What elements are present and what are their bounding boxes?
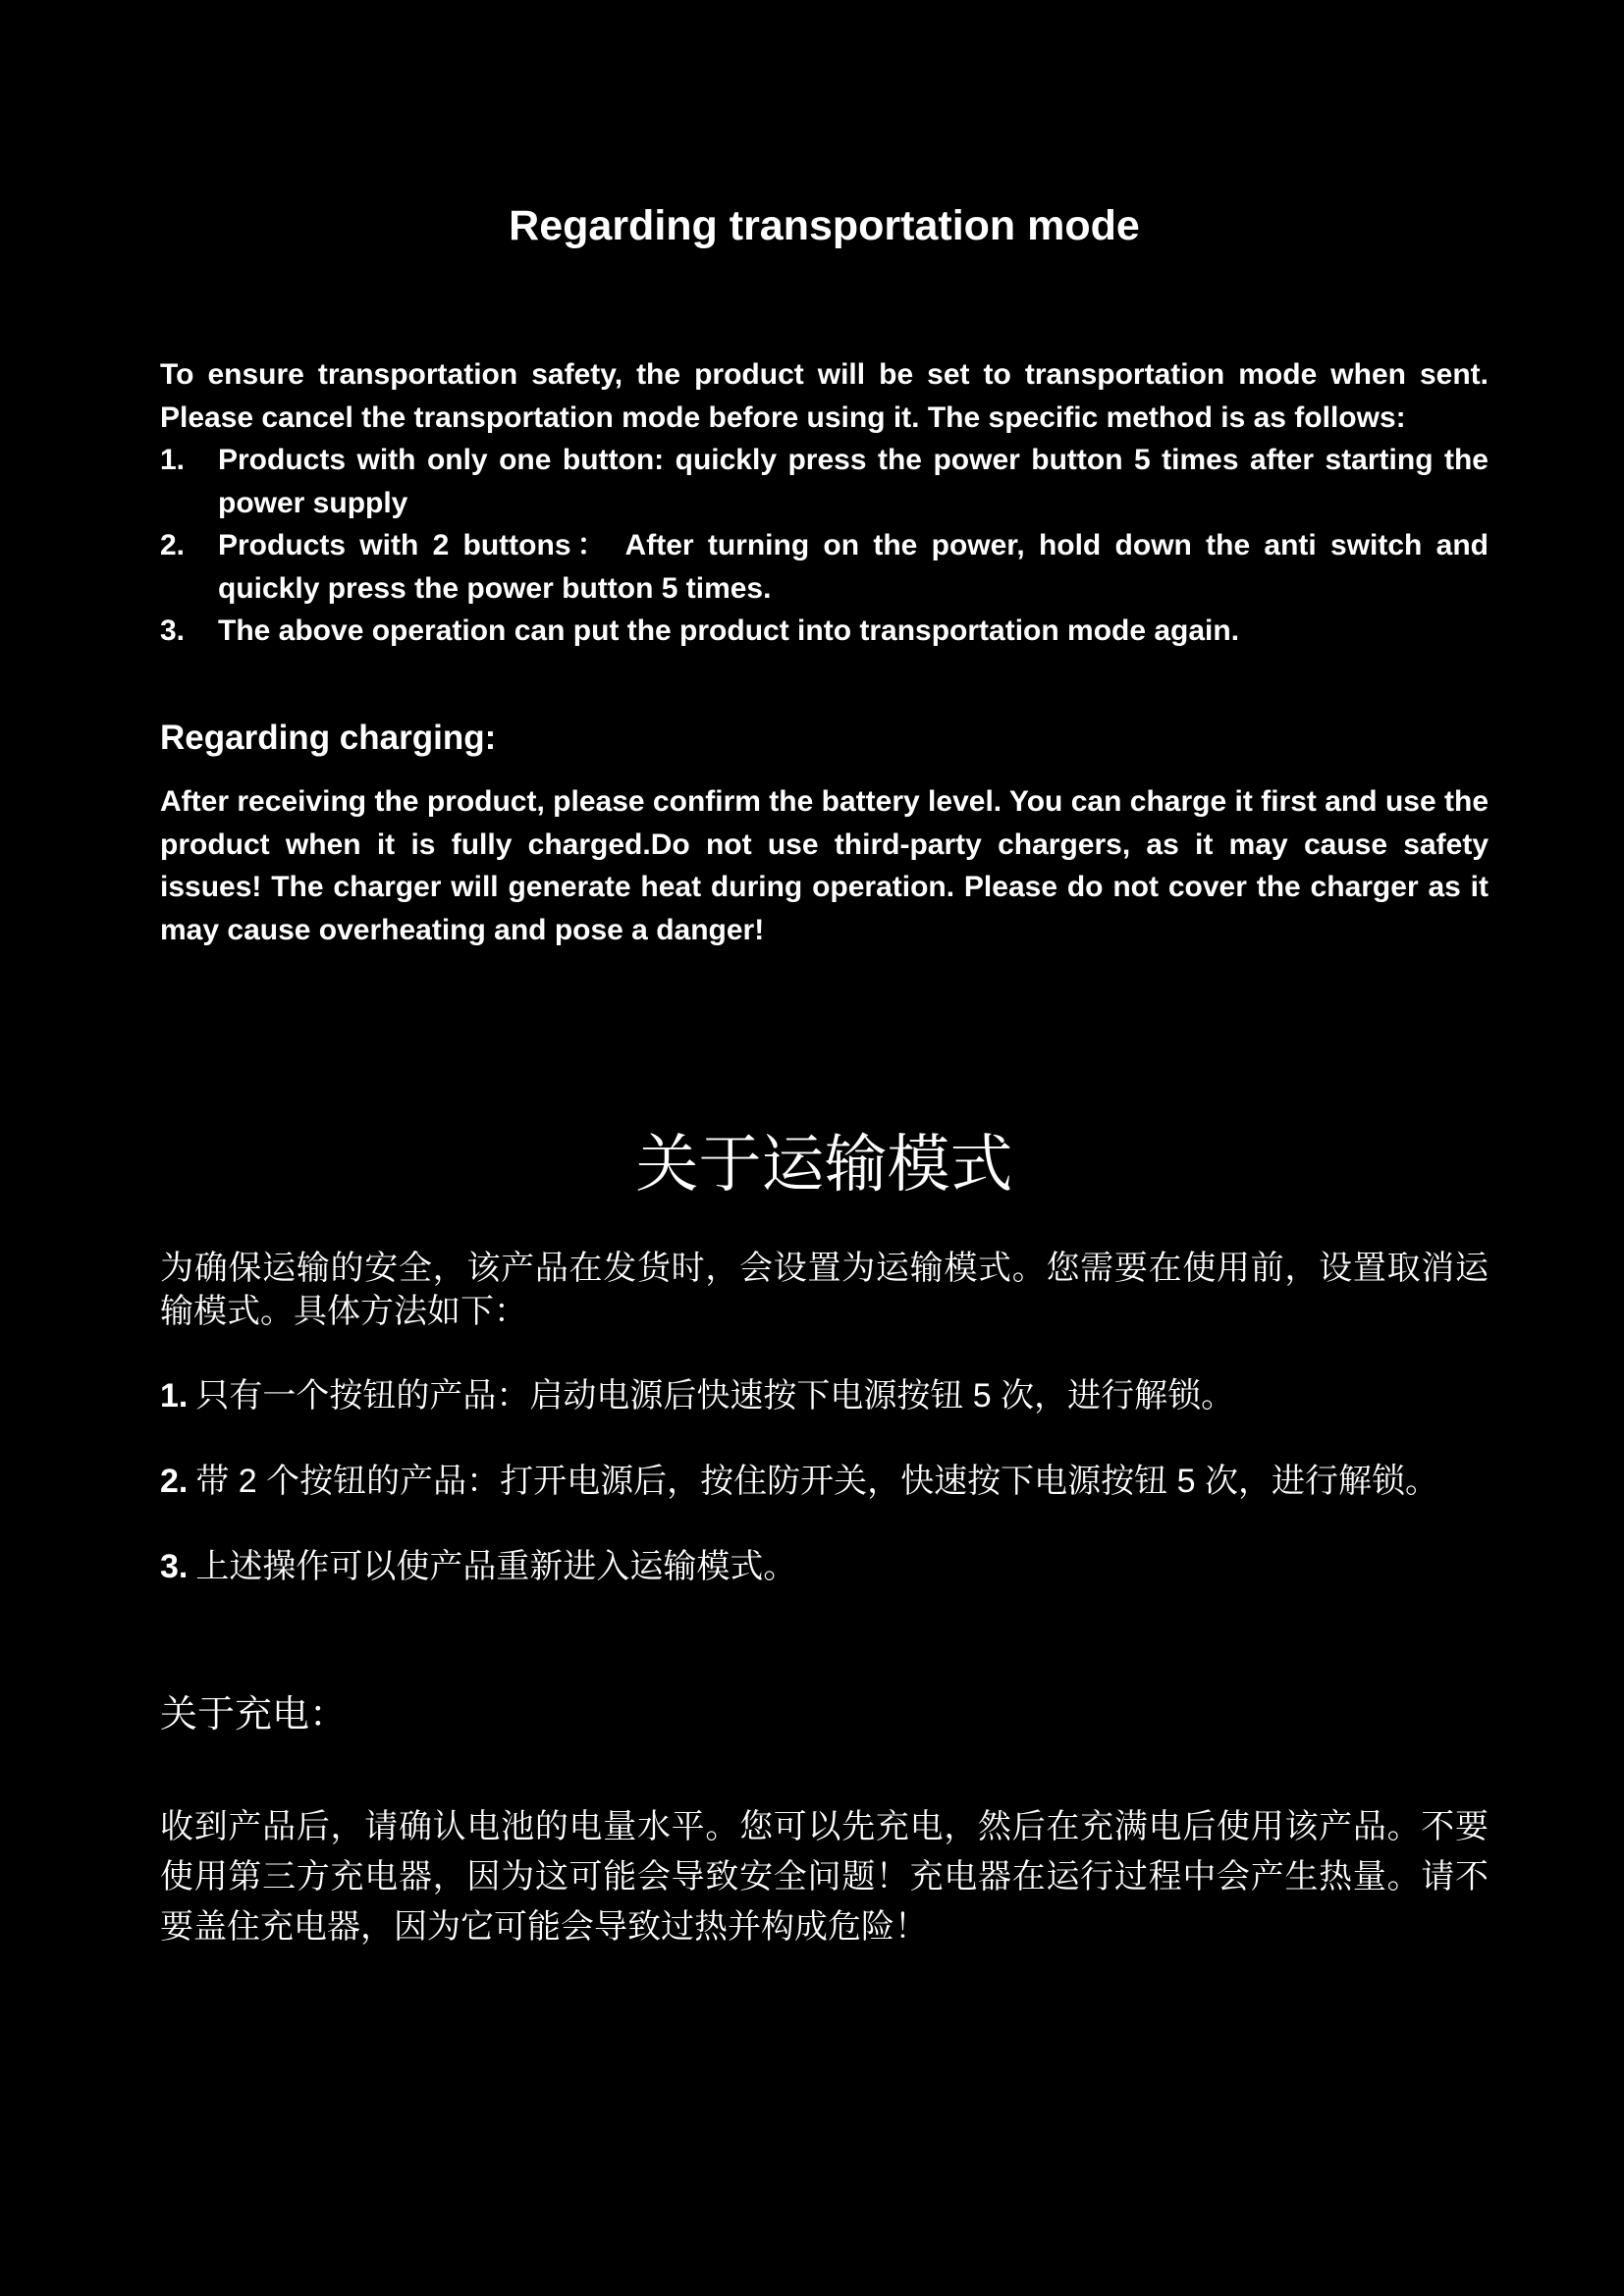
chinese-step-1	[160, 1374, 1489, 1417]
list-item	[160, 524, 1489, 610]
step-text: Products with 2 buttons： After turning on the power, hold down the anti switch and quickly press the power button 5 times.	[218, 529, 1489, 605]
step-number: 3.	[160, 1548, 189, 1585]
step-text: 带 2 个按钮的产品：打开电源后，按住防开关，快速按下电源按钮 5 次，进行解锁。	[195, 1463, 1438, 1500]
step-number: 2.	[160, 529, 186, 561]
english-title: Regarding transportation mode	[509, 202, 1140, 249]
chinese-charging-heading: 关于充电：	[160, 1694, 348, 1735]
list-item	[160, 610, 1489, 653]
step-number: 1.	[160, 444, 186, 476]
chinese-charging-paragraph: 收到产品后，请确认电池的电量水平。您可以先充电，然后在充满电后使用该产品。不要使用第三方充电器，因为这可能会导致安全问题！充电器在运行过程中会产生热量。请不要盖住充电器，因为它可能会导致过热并构成危险！	[160, 1808, 1489, 1946]
step-text: 只有一个按钮的产品：启动电源后快速按下电源按钮 5 次，进行解锁。	[195, 1377, 1235, 1415]
step-text: Products with only one button: quickly press the power button 5 times after starting the power supply	[218, 444, 1489, 519]
chinese-title: 关于运输模式	[635, 1129, 1013, 1200]
english-charging-paragraph: After receiving the product, please confirm the battery level. You can charge it first and use the product when it is fully charged.Do not use third-party chargers, as it may cause safety issues! The charger will generate heat during operation. Please do not cover the charger as it may cause overheating and pose a danger!	[160, 785, 1489, 946]
english-steps-list	[160, 439, 1489, 653]
chinese-step-3	[160, 1545, 1489, 1588]
step-number: 2.	[160, 1463, 189, 1500]
english-intro-paragraph: To ensure transportation safety, the product will be set to transportation mode when sent. Please cancel the transportation mode before using it. The specific method is as follows:	[160, 358, 1489, 434]
chinese-step-2	[160, 1460, 1489, 1503]
chinese-intro-paragraph: 为确保运输的安全，该产品在发货时，会设置为运输模式。您需要在使用前，设置取消运输模式。具体方法如下：	[160, 1250, 1489, 1330]
list-item	[160, 439, 1489, 524]
english-charging-heading: Regarding charging:	[160, 719, 497, 757]
step-text: The above operation can put the product into transportation mode again.	[218, 614, 1240, 647]
step-text: 上述操作可以使产品重新进入运输模式。	[195, 1548, 797, 1585]
step-number: 3.	[160, 614, 186, 647]
step-number: 1.	[160, 1377, 189, 1415]
